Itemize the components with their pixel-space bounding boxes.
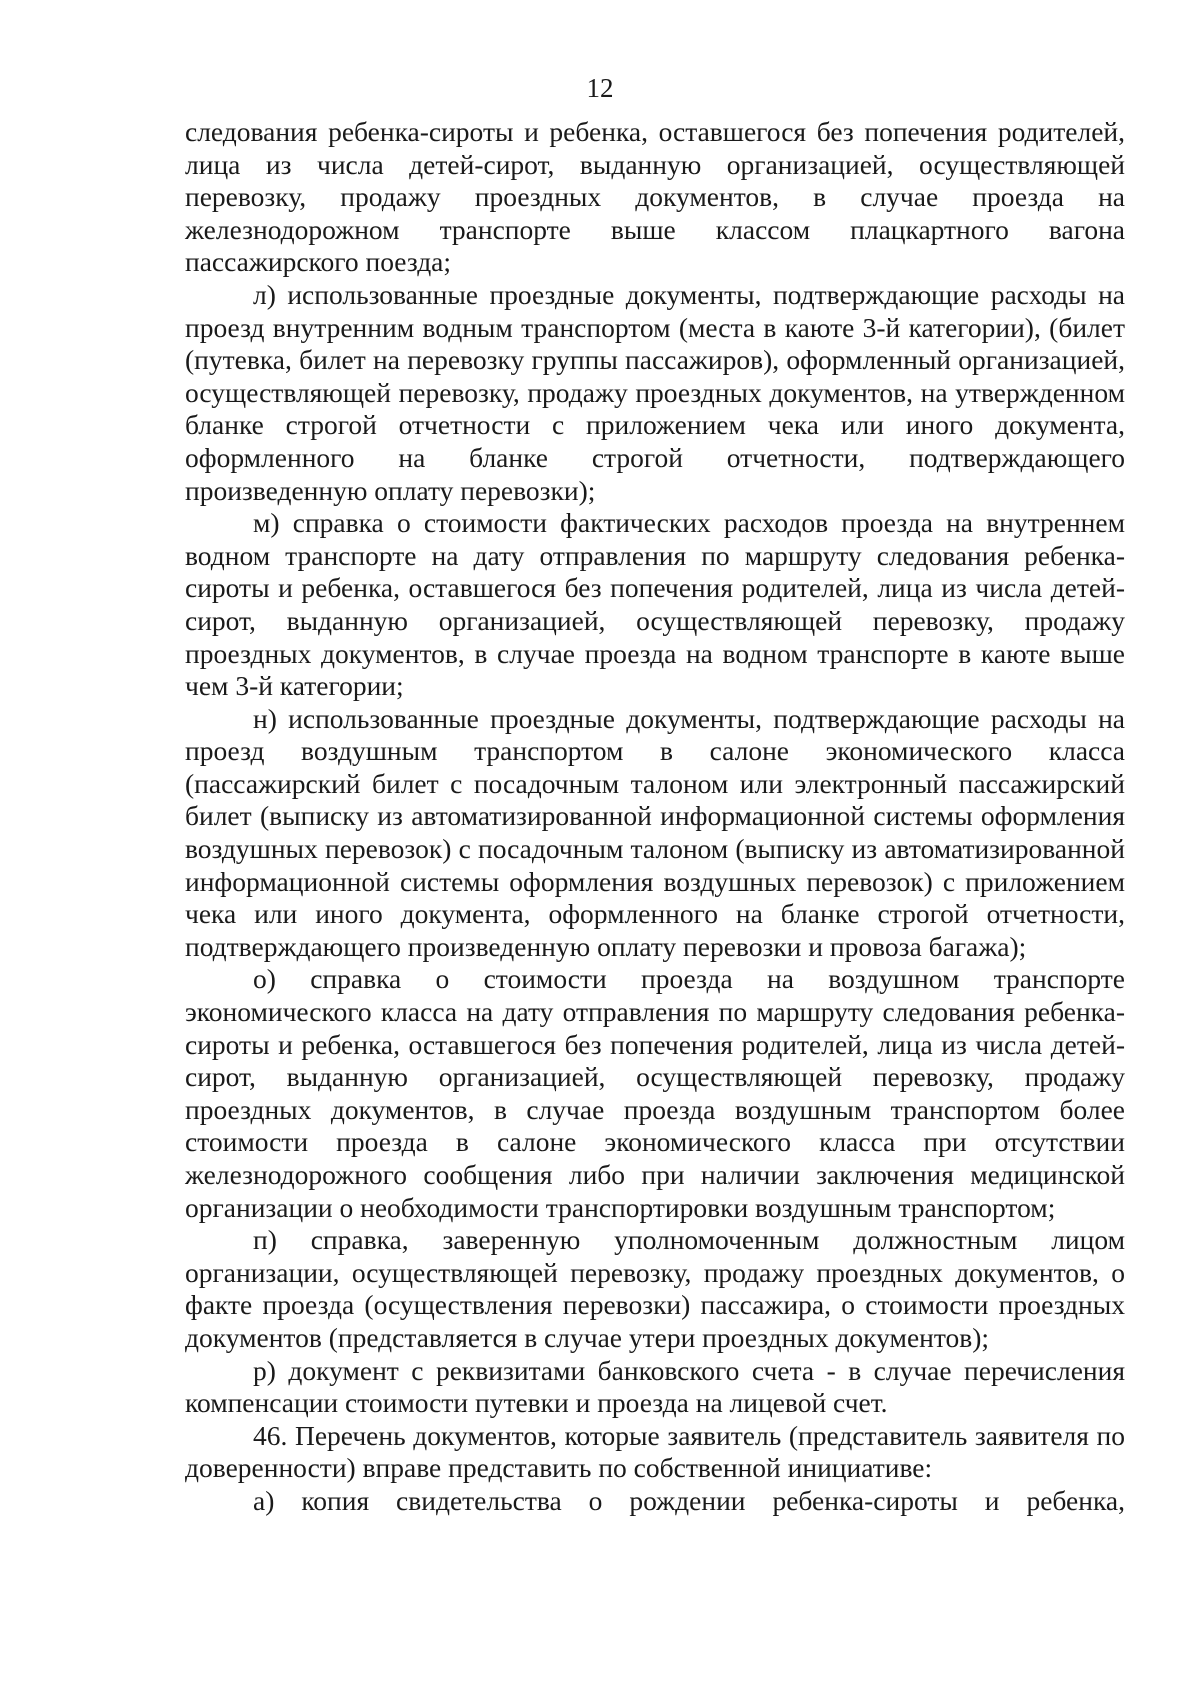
paragraph-item-a: а) копия свидетельства о рождении ребенка-сироты и ребенка, <box>253 1484 1125 1516</box>
page-number: 12 <box>586 73 614 103</box>
paragraph-item-p: п) справка, заверенную уполномоченным должностным лицом организации, осуществляющей перевозку, продажу проездных документов, о факте проезда (осуществления перевозки) пассажира, о стоимости проездных документов (представляется в случае утери проездных документов); <box>185 1224 1125 1353</box>
document-body <box>185 116 1125 1518</box>
paragraph-item-o: о) справка о стоимости проезда на воздушном транспорте экономического класса на дату отправления по маршруту следования ребенка-сироты и ребенка, оставшегося без попечения родителей, лица из числа детей-сирот, выданную организацией, осуществляющей перевозку, продажу проездных документов, в случае проезда воздушным транспортом более стоимости проезда в салоне экономического класса при отсутствии железнодорожного сообщения либо при наличии заключения медицинской организации о необходимости транспортировки воздушным транспортом; <box>185 963 1125 1223</box>
paragraph-continuation: следования ребенка-сироты и ребенка, оставшегося без попечения родителей, лица из числа детей-сирот, выданную организацией, осуществляющей перевозку, продажу проездных документов, в случае проезда на железнодорожном транспорте выше классом плацкартного вагона пассажирского поезда; <box>185 116 1125 278</box>
paragraph-item-m: м) справка о стоимости фактических расходов проезда на внутреннем водном транспорте на дату отправления по маршруту следования ребенка-сироты и ребенка, оставшегося без попечения родителей, лица из числа детей-сирот, выданную организацией, осуществляющей перевозку, продажу проездных документов, в случае проезда на водном транспорте в каюте выше чем 3-й категории; <box>185 507 1125 702</box>
paragraph-item-r: р) документ с реквизитами банковского счета - в случае перечисления компенсации стоимости путевки и проезда на лицевой счет. <box>185 1354 1125 1419</box>
paragraph-section-46: 46. Перечень документов, которые заявитель (представитель заявителя по доверенности) вправе представить по собственной инициативе: <box>185 1419 1125 1484</box>
paragraph-item-l: л) использованные проездные документы, подтверждающие расходы на проезд внутренним водным транспортом (места в каюте 3-й категории), (билет (путевка, билет на перевозку группы пассажиров), оформленный организацией, осуществляющей перевозку, продажу проездных документов, на утвержденном бланке строгой отчетности с приложением чека или иного документа, оформленного на бланке строгой отчетности, подтверждающего произведенную оплату перевозки); <box>185 278 1125 506</box>
paragraph-item-n: н) использованные проездные документы, подтверждающие расходы на проезд воздушным транспортом в салоне экономического класса (пассажирский билет с посадочным талоном или электронный пассажирский билет (выписку из автоматизированной информационной системы оформления воздушных перевозок) с посадочным талоном (выписку из автоматизированной информационной системы оформления воздушных перевозок) с приложением чека или иного документа, оформленного на бланке строгой отчетности, подтверждающего произведенную оплату перевозки и провоза багажа); <box>185 702 1125 962</box>
